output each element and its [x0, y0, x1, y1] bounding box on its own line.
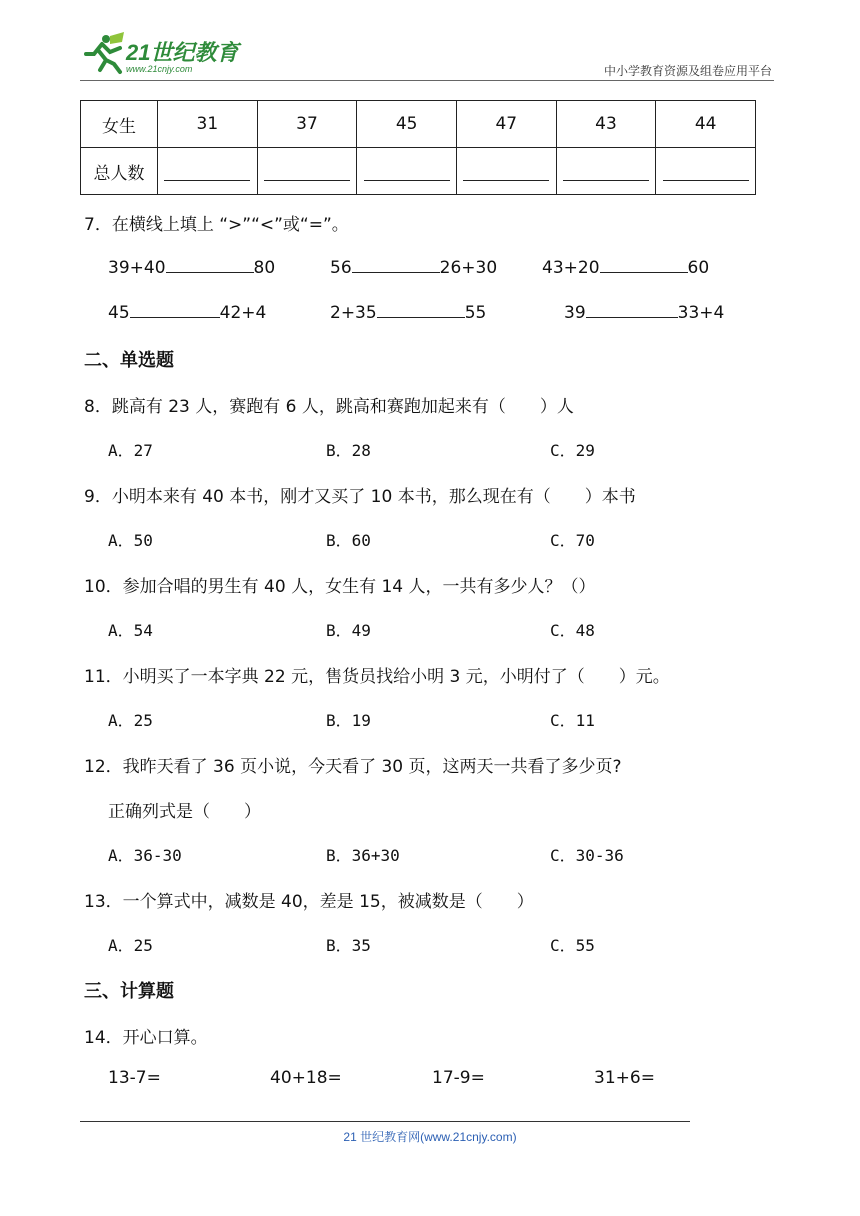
- option-b[interactable]: B．35: [326, 936, 371, 955]
- table-row: [81, 101, 756, 148]
- compare-blank[interactable]: [377, 302, 465, 318]
- option-b[interactable]: B．49: [326, 621, 371, 640]
- compare-item: [108, 302, 266, 323]
- answer-blank[interactable]: [357, 148, 457, 195]
- question-text: 9．小明本来有 40 本书，刚才又买了 10 本书，那么现在有（ ）本书: [84, 487, 636, 507]
- compare-right: 26+30: [439, 258, 498, 278]
- blank-underline: [663, 162, 749, 181]
- option-b[interactable]: B．19: [326, 711, 371, 730]
- arithmetic-item: 31+6=: [594, 1068, 655, 1088]
- question-text: 13．一个算式中，减数是 40，差是 15，被减数是（ ）: [84, 892, 534, 912]
- answer-blank[interactable]: [656, 148, 756, 195]
- compare-left: 56: [330, 258, 352, 278]
- row-label: 女生: [81, 101, 158, 148]
- option-c[interactable]: C．70: [550, 531, 595, 550]
- option-c[interactable]: C．48: [550, 621, 595, 640]
- answer-blank[interactable]: [257, 148, 357, 195]
- blank-underline: [264, 162, 350, 181]
- question-subtext: 正确列式是（ ）: [108, 802, 261, 822]
- answer-blank[interactable]: [556, 148, 656, 195]
- option-b[interactable]: B．60: [326, 531, 371, 550]
- arithmetic-item: 40+18=: [270, 1068, 342, 1088]
- option-a[interactable]: A．50: [108, 531, 153, 550]
- compare-blank[interactable]: [130, 302, 220, 318]
- compare-blank[interactable]: [600, 257, 688, 273]
- compare-item: [542, 257, 709, 278]
- table-cell: 44: [656, 101, 756, 148]
- table-row: [81, 148, 756, 195]
- row-label: 总人数: [81, 148, 158, 195]
- blank-underline: [164, 162, 250, 181]
- table-cell: 47: [456, 101, 556, 148]
- compare-left: 2+35: [330, 303, 377, 323]
- question-text: 12．我昨天看了 36 页小说，今天看了 30 页，这两天一共看了多少页?: [84, 757, 622, 777]
- footer-text: 21 世纪教育网(www.21cnjy.com): [343, 1130, 517, 1144]
- question-text: 10．参加合唱的男生有 40 人，女生有 14 人，一共有多少人？（）: [84, 577, 596, 597]
- compare-right: 60: [687, 258, 710, 278]
- section-heading: 三、计算题: [84, 981, 174, 1002]
- compare-right: 55: [464, 303, 487, 323]
- arithmetic-item: 17-9=: [432, 1068, 485, 1088]
- svg-text:21世纪教育: 21世纪教育: [126, 40, 239, 65]
- blank-underline: [563, 162, 649, 181]
- compare-left: 39+40: [108, 258, 166, 278]
- arithmetic-item: 13-7=: [108, 1068, 161, 1088]
- option-a[interactable]: A．54: [108, 621, 153, 640]
- compare-item: [330, 302, 486, 323]
- compare-right: 42+4: [219, 303, 267, 323]
- compare-blank[interactable]: [166, 257, 254, 273]
- compare-item: [108, 257, 275, 278]
- compare-item: [330, 257, 497, 278]
- compare-right: 33+4: [677, 303, 725, 323]
- option-a[interactable]: A．25: [108, 936, 153, 955]
- compare-left: 43+20: [542, 258, 600, 278]
- compare-item: [564, 302, 724, 323]
- question-14-title: 14．开心口算。: [84, 1028, 208, 1048]
- compare-right: 80: [253, 258, 276, 278]
- answer-blank[interactable]: [456, 148, 556, 195]
- question-text: 8．跳高有 23 人，赛跑有 6 人，跳高和赛跑加起来有（ ）人: [84, 397, 574, 417]
- site-logo: [80, 30, 250, 78]
- section-heading: 二、单选题: [84, 350, 174, 371]
- question-text: 11．小明买了一本字典 22 元，售货员找给小明 3 元，小明付了（ ）元。: [84, 667, 670, 687]
- table-cell: 45: [357, 101, 457, 148]
- option-c[interactable]: C．29: [550, 441, 595, 460]
- svg-text:www.21cnjy.com: www.21cnjy.com: [126, 64, 193, 74]
- blank-underline: [463, 162, 549, 181]
- question-7-title: 7．在横线上填上 “>”“<”或“=”。: [84, 215, 349, 235]
- option-a[interactable]: A．25: [108, 711, 153, 730]
- runner-icon: [86, 32, 124, 72]
- option-c[interactable]: C．11: [550, 711, 595, 730]
- compare-left: 45: [108, 303, 130, 323]
- header-divider: [80, 80, 774, 81]
- option-c[interactable]: C．30-36: [550, 846, 624, 865]
- compare-blank[interactable]: [586, 302, 678, 318]
- option-a[interactable]: A．27: [108, 441, 153, 460]
- table-cell: 43: [556, 101, 656, 148]
- option-b[interactable]: B．28: [326, 441, 371, 460]
- footer-divider: [80, 1121, 690, 1122]
- table-cell: 37: [257, 101, 357, 148]
- option-c[interactable]: C．55: [550, 936, 595, 955]
- option-a[interactable]: A．36-30: [108, 846, 182, 865]
- blank-underline: [364, 162, 450, 181]
- score-table: [80, 100, 756, 195]
- option-b[interactable]: B．36+30: [326, 846, 400, 865]
- table-cell: 31: [158, 101, 258, 148]
- platform-tagline: 中小学教育资源及组卷应用平台: [603, 64, 772, 78]
- compare-left: 39: [564, 303, 586, 323]
- answer-blank[interactable]: [158, 148, 258, 195]
- compare-blank[interactable]: [352, 257, 440, 273]
